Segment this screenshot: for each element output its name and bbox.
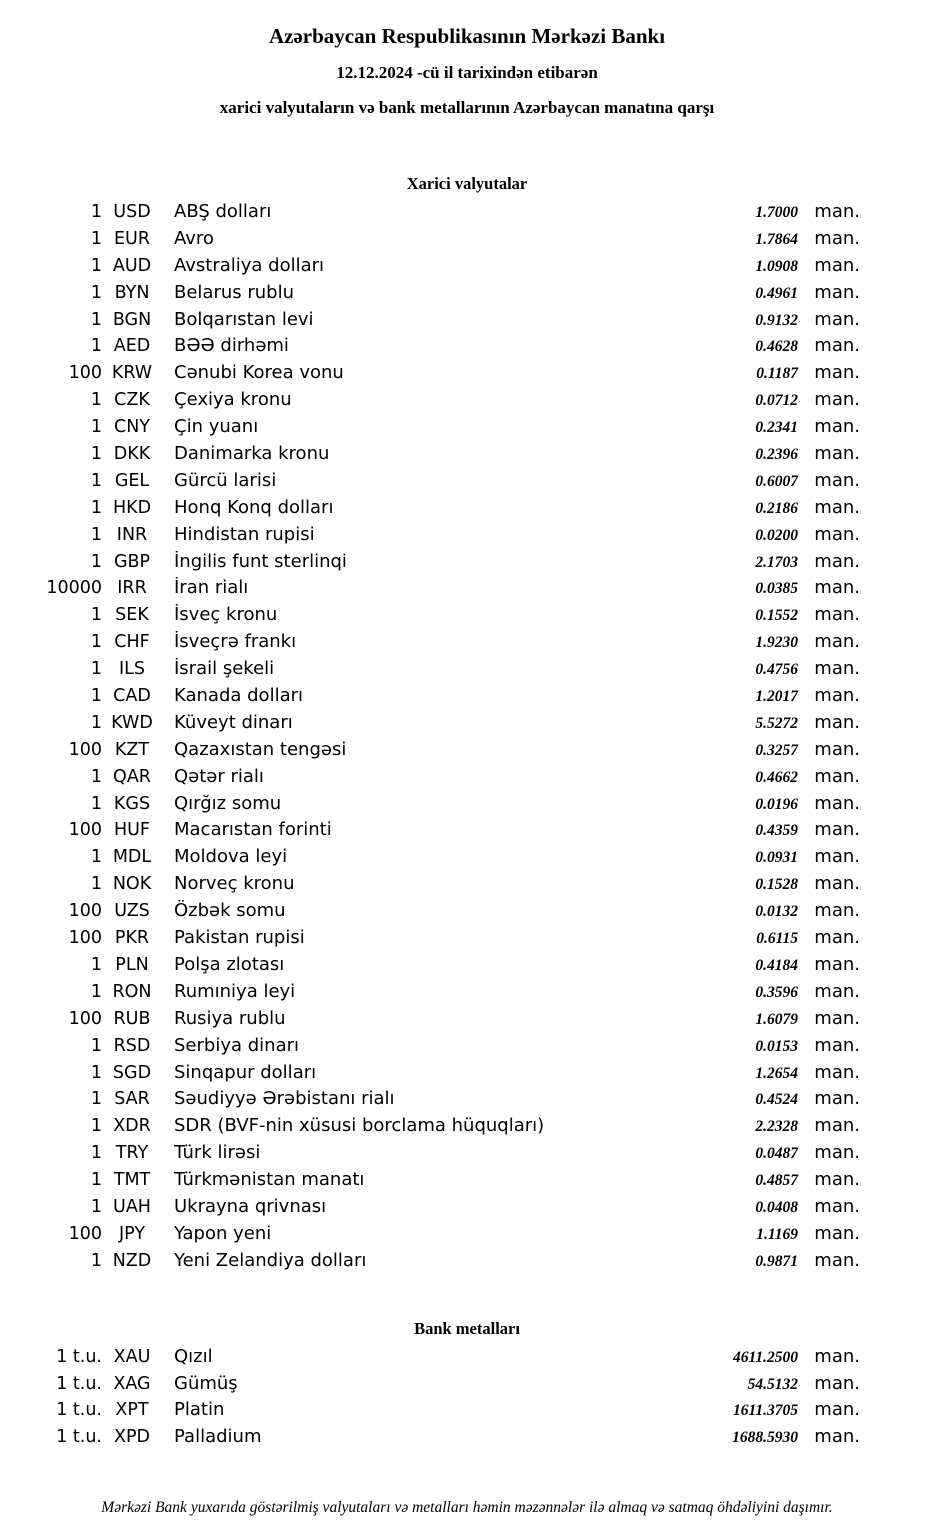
rate-row bbox=[40, 766, 860, 793]
rate-value: 0.3596 bbox=[755, 983, 798, 1001]
rate-value: 0.9871 bbox=[755, 1252, 798, 1270]
disclaimer-note: Mərkəzi Bank yuxarıda göstərilmiş valyutaları və metalları həmin məzənnələr ilə almaq və satmaq öhdəliyini daşımır. bbox=[101, 1499, 833, 1517]
currency-name: Qırğız somu bbox=[174, 792, 282, 814]
rate-unit-label: man. bbox=[814, 792, 860, 814]
rate-row bbox=[40, 201, 860, 228]
rate-row bbox=[40, 954, 860, 981]
rate-unit-label: man. bbox=[814, 469, 860, 491]
unit-quantity: 1 bbox=[90, 847, 102, 868]
currency-code: USD bbox=[113, 202, 151, 222]
currency-name: Rusiya rublu bbox=[174, 1007, 286, 1029]
currency-name: Hindistan rupisi bbox=[174, 523, 315, 545]
unit-quantity: 1 bbox=[90, 1089, 102, 1110]
rate-unit-label: man. bbox=[814, 254, 860, 276]
rate-value: 0.0132 bbox=[755, 903, 798, 921]
currency-code: QAR bbox=[113, 766, 151, 787]
rate-row bbox=[40, 389, 860, 416]
currency-name: Danimarka kronu bbox=[174, 443, 330, 465]
rate-value: 0.4662 bbox=[755, 768, 798, 786]
rate-unit-label: man. bbox=[814, 496, 860, 518]
rate-row bbox=[40, 793, 860, 820]
rate-row bbox=[40, 927, 860, 954]
rate-value: 0.0931 bbox=[755, 849, 798, 867]
rate-unit-label: man. bbox=[814, 362, 860, 384]
currency-name: Qazaxıstan tengəsi bbox=[174, 738, 347, 760]
unit-quantity: 1 bbox=[90, 255, 102, 276]
rate-unit-label: man. bbox=[814, 738, 860, 760]
unit-quantity: 1 t.u. bbox=[56, 1427, 102, 1448]
rate-value: 0.0196 bbox=[755, 795, 798, 813]
currency-code: RUB bbox=[113, 1008, 151, 1029]
unit-quantity: 1 bbox=[90, 1170, 102, 1191]
rate-value: 1688.5930 bbox=[732, 1429, 798, 1447]
unit-quantity: 1 bbox=[90, 1250, 102, 1271]
currency-code: UAH bbox=[113, 1196, 151, 1217]
rate-value: 1611.3705 bbox=[732, 1402, 798, 1420]
rate-value: 0.0487 bbox=[755, 1145, 798, 1163]
currency-code: DKK bbox=[113, 444, 151, 465]
rate-unit-label: man. bbox=[814, 1399, 860, 1421]
rate-value: 4611.2500 bbox=[732, 1348, 798, 1366]
rate-unit-label: man. bbox=[814, 416, 860, 438]
unit-quantity: 1 bbox=[90, 874, 102, 895]
currency-name: İsrail şekeli bbox=[174, 658, 275, 680]
unit-quantity: 1 bbox=[90, 1035, 102, 1056]
currency-name: BƏƏ dirhəmi bbox=[174, 335, 289, 357]
unit-quantity: 1 bbox=[90, 228, 102, 249]
currency-name: Moldova leyi bbox=[174, 846, 288, 868]
currency-code: AED bbox=[113, 336, 151, 357]
unit-quantity: 100 bbox=[68, 901, 102, 922]
currency-name: Cənubi Korea vonu bbox=[174, 362, 344, 384]
rate-row bbox=[40, 631, 860, 658]
rate-unit-label: man. bbox=[814, 953, 860, 975]
unit-quantity: 1 bbox=[90, 551, 102, 572]
currency-name: İngilis funt sterlinqi bbox=[174, 550, 347, 572]
rate-unit-label: man. bbox=[814, 308, 860, 330]
rate-unit-label: man. bbox=[814, 1088, 860, 1110]
currency-code: KWD bbox=[111, 712, 153, 733]
currency-name: Platin bbox=[174, 1399, 225, 1421]
rate-unit-label: man. bbox=[814, 604, 860, 626]
currency-name: Palladium bbox=[174, 1426, 262, 1448]
unit-quantity: 1 bbox=[90, 417, 102, 438]
unit-quantity: 1 bbox=[90, 524, 102, 545]
currency-name: Kanada dolları bbox=[174, 685, 304, 707]
rate-row bbox=[40, 1088, 860, 1115]
section-heading: Bank metalları bbox=[414, 1318, 520, 1338]
rate-unit-label: man. bbox=[814, 1142, 860, 1164]
rate-row bbox=[40, 1115, 860, 1142]
currency-code: PLN bbox=[115, 954, 149, 975]
currency-code: TRY bbox=[115, 1143, 149, 1164]
currency-name: Yeni Zelandiya dolları bbox=[174, 1249, 367, 1271]
rate-unit-label: man. bbox=[814, 1222, 860, 1244]
rate-row bbox=[40, 309, 860, 336]
rate-value: 0.4961 bbox=[755, 284, 798, 302]
currency-code: XPT bbox=[115, 1400, 149, 1421]
currency-name: Türk lirəsi bbox=[174, 1142, 261, 1164]
unit-quantity: 1 bbox=[90, 1143, 102, 1164]
unit-quantity: 1 bbox=[90, 497, 102, 518]
rates-table bbox=[40, 201, 860, 1277]
rate-unit-label: man. bbox=[814, 1115, 860, 1137]
rate-value: 0.2396 bbox=[755, 446, 798, 464]
unit-quantity: 100 bbox=[68, 1223, 102, 1244]
rate-unit-label: man. bbox=[814, 1426, 860, 1448]
rate-row bbox=[40, 1223, 860, 1250]
rate-row bbox=[40, 362, 860, 389]
rate-unit-label: man. bbox=[814, 1345, 860, 1367]
currency-code: HUF bbox=[113, 820, 151, 841]
rate-unit-label: man. bbox=[814, 1061, 860, 1083]
currency-code: KZT bbox=[114, 739, 150, 760]
rate-unit-label: man. bbox=[814, 685, 860, 707]
currency-name: Norveç kronu bbox=[174, 873, 295, 895]
currency-code: XAG bbox=[113, 1373, 151, 1394]
rate-row bbox=[40, 846, 860, 873]
rate-unit-label: man. bbox=[814, 1169, 860, 1191]
rate-value: 1.9230 bbox=[755, 634, 798, 652]
currency-code: IRR bbox=[117, 578, 147, 599]
rate-value: 0.0200 bbox=[755, 526, 798, 544]
currency-name: Türkmənistan manatı bbox=[174, 1169, 365, 1191]
rate-unit-label: man. bbox=[814, 846, 860, 868]
unit-quantity: 1 bbox=[90, 954, 102, 975]
unit-quantity: 10000 bbox=[46, 578, 102, 599]
rate-value: 5.5272 bbox=[755, 714, 798, 732]
rate-value: 0.1528 bbox=[755, 876, 798, 894]
unit-quantity: 1 t.u. bbox=[56, 1400, 102, 1421]
currency-code: KRW bbox=[111, 363, 153, 384]
currency-code: GBP bbox=[113, 551, 151, 572]
rate-row bbox=[40, 1008, 860, 1035]
rate-row bbox=[40, 335, 860, 362]
rate-unit-label: man. bbox=[814, 1372, 860, 1394]
currency-name: Gümüş bbox=[174, 1372, 238, 1394]
rate-unit-label: man. bbox=[814, 523, 860, 545]
rate-row bbox=[40, 1062, 860, 1089]
rate-row bbox=[40, 255, 860, 282]
rate-unit-label: man. bbox=[814, 389, 860, 411]
rate-unit-label: man. bbox=[814, 281, 860, 303]
rate-row bbox=[40, 1035, 860, 1062]
rate-row bbox=[40, 1373, 860, 1400]
rate-row bbox=[40, 1399, 860, 1426]
rate-row bbox=[40, 551, 860, 578]
rate-row bbox=[40, 1426, 860, 1453]
unit-quantity: 1 bbox=[90, 659, 102, 680]
rate-value: 0.4628 bbox=[755, 338, 798, 356]
currency-code: TMT bbox=[113, 1170, 151, 1191]
currency-code: UZS bbox=[114, 901, 150, 922]
currency-name: Sinqapur dolları bbox=[174, 1061, 317, 1083]
bank-title: Azərbaycan Respublikasının Mərkəzi Bankı bbox=[268, 24, 666, 48]
unit-quantity: 1 bbox=[90, 793, 102, 814]
rate-unit-label: man. bbox=[814, 711, 860, 733]
currency-code: MDL bbox=[112, 847, 152, 868]
currency-name: Çexiya kronu bbox=[174, 389, 292, 411]
currency-code: NOK bbox=[112, 874, 152, 895]
unit-quantity: 100 bbox=[68, 363, 102, 384]
rate-value: 1.1169 bbox=[756, 1225, 798, 1243]
currency-code: SEK bbox=[115, 605, 149, 626]
rate-unit-label: man. bbox=[814, 819, 860, 841]
rates-section bbox=[0, 174, 934, 1277]
rate-row bbox=[40, 712, 860, 739]
rate-value: 0.0153 bbox=[755, 1037, 798, 1055]
description-line: xarici valyutaların və bank metallarının Azərbaycan manatına qarşı bbox=[219, 98, 715, 117]
rate-row bbox=[40, 228, 860, 255]
rate-row bbox=[40, 1169, 860, 1196]
rate-row bbox=[40, 900, 860, 927]
unit-quantity: 1 bbox=[90, 1116, 102, 1137]
rate-value: 1.2017 bbox=[755, 688, 798, 706]
rate-row bbox=[40, 981, 860, 1008]
currency-code: RON bbox=[112, 981, 152, 1002]
unit-quantity: 1 bbox=[90, 282, 102, 303]
unit-quantity: 1 bbox=[90, 712, 102, 733]
currency-name: İsveç kronu bbox=[174, 604, 278, 626]
rate-unit-label: man. bbox=[814, 765, 860, 787]
rate-unit-label: man. bbox=[814, 227, 860, 249]
rate-value: 0.9132 bbox=[755, 311, 798, 329]
unit-quantity: 1 bbox=[90, 686, 102, 707]
currency-name: Ukrayna qrivnası bbox=[174, 1195, 327, 1217]
rate-value: 0.4359 bbox=[755, 822, 798, 840]
currency-name: Avro bbox=[174, 227, 214, 249]
unit-quantity: 1 bbox=[90, 1196, 102, 1217]
currency-name: Səudiyyə Ərəbistanı rialı bbox=[174, 1088, 395, 1110]
rate-unit-label: man. bbox=[814, 1195, 860, 1217]
currency-code: SGD bbox=[112, 1062, 152, 1083]
currency-name: Belarus rublu bbox=[174, 281, 295, 303]
currency-name: ABŞ dolları bbox=[174, 201, 272, 222]
unit-quantity: 1 bbox=[90, 632, 102, 653]
unit-quantity: 100 bbox=[68, 1008, 102, 1029]
currency-code: CHF bbox=[114, 632, 150, 653]
unit-quantity: 1 bbox=[90, 1062, 102, 1083]
rate-unit-label: man. bbox=[814, 550, 860, 572]
currency-name: İsveçrə frankı bbox=[174, 631, 297, 653]
currency-name: Rumıniya leyi bbox=[174, 980, 296, 1002]
currency-code: HKD bbox=[112, 497, 152, 518]
rate-unit-label: man. bbox=[814, 335, 860, 357]
unit-quantity: 100 bbox=[68, 820, 102, 841]
rate-value: 0.2186 bbox=[755, 499, 798, 517]
rate-value: 2.2328 bbox=[755, 1118, 798, 1136]
currency-name: Honq Konq dolları bbox=[174, 496, 334, 518]
unit-quantity: 1 bbox=[90, 336, 102, 357]
rate-row bbox=[40, 739, 860, 766]
currency-code: AUD bbox=[112, 255, 152, 276]
unit-quantity: 1 bbox=[90, 766, 102, 787]
currency-name: Yapon yeni bbox=[174, 1222, 272, 1244]
rate-unit-label: man. bbox=[814, 658, 860, 680]
currency-code: NZD bbox=[112, 1250, 152, 1271]
currency-code: PKR bbox=[114, 928, 150, 949]
rate-value: 0.2341 bbox=[755, 419, 798, 437]
rate-value: 0.6007 bbox=[755, 472, 798, 490]
unit-quantity: 1 bbox=[90, 444, 102, 465]
currency-name: Çin yuanı bbox=[174, 416, 259, 438]
rate-row bbox=[40, 524, 860, 551]
rate-row bbox=[40, 604, 860, 631]
rate-value: 0.4524 bbox=[755, 1091, 798, 1109]
rate-value: 1.0908 bbox=[755, 257, 798, 275]
rate-value: 2.1703 bbox=[755, 553, 798, 571]
effective-date-line: 12.12.2024 -cü il tarixindən etibarən bbox=[336, 63, 598, 82]
rate-row bbox=[40, 819, 860, 846]
rate-value: 0.4756 bbox=[755, 661, 798, 679]
rate-row bbox=[40, 497, 860, 524]
currency-name: Qızıl bbox=[174, 1345, 213, 1367]
currency-code: XPD bbox=[113, 1427, 151, 1448]
rate-unit-label: man. bbox=[814, 927, 860, 949]
rate-value: 0.1552 bbox=[755, 607, 798, 625]
rate-unit-label: man. bbox=[814, 443, 860, 465]
rate-value: 0.4857 bbox=[755, 1172, 798, 1190]
rate-row bbox=[40, 470, 860, 497]
currency-code: ILS bbox=[118, 659, 146, 680]
rate-unit-label: man. bbox=[814, 577, 860, 599]
rate-unit-label: man. bbox=[814, 980, 860, 1002]
rate-value: 0.0408 bbox=[755, 1198, 798, 1216]
unit-quantity: 1 bbox=[90, 390, 102, 411]
rates-table bbox=[40, 1346, 860, 1454]
rate-unit-label: man. bbox=[814, 1249, 860, 1271]
currency-name: Pakistan rupisi bbox=[174, 927, 305, 949]
rate-unit-label: man. bbox=[814, 631, 860, 653]
section-heading: Xarici valyutalar bbox=[406, 174, 528, 193]
rate-value: 0.0385 bbox=[755, 580, 798, 598]
rate-unit-label: man. bbox=[814, 201, 860, 222]
rate-value: 0.6115 bbox=[756, 930, 798, 948]
rate-unit-label: man. bbox=[814, 900, 860, 922]
currency-code: XDR bbox=[113, 1116, 151, 1137]
currency-code: INR bbox=[116, 524, 148, 545]
currency-name: Küveyt dinarı bbox=[174, 711, 293, 733]
rate-row bbox=[40, 577, 860, 604]
rate-row bbox=[40, 1196, 860, 1223]
currency-name: Gürcü larisi bbox=[174, 469, 277, 491]
rate-row bbox=[40, 685, 860, 712]
currency-code: XAU bbox=[113, 1346, 151, 1367]
currency-code: JPY bbox=[118, 1223, 146, 1244]
currency-name: SDR (BVF-nin xüsusi borclama hüquqları) bbox=[174, 1115, 545, 1137]
currency-name: Qətər rialı bbox=[174, 765, 264, 787]
rate-row bbox=[40, 658, 860, 685]
rate-value: 1.7000 bbox=[755, 204, 798, 221]
rate-value: 1.2654 bbox=[755, 1064, 798, 1082]
unit-quantity: 1 bbox=[90, 470, 102, 491]
currency-code: EUR bbox=[113, 228, 151, 249]
unit-quantity: 1 bbox=[90, 309, 102, 330]
currency-code: KGS bbox=[113, 793, 151, 814]
currency-code: SAR bbox=[114, 1089, 150, 1110]
unit-quantity: 100 bbox=[68, 739, 102, 760]
currency-code: BGN bbox=[112, 309, 152, 330]
currency-code: GEL bbox=[114, 470, 150, 491]
rate-unit-label: man. bbox=[814, 1034, 860, 1056]
currency-code: RSD bbox=[113, 1035, 151, 1056]
currency-name: Macarıstan forinti bbox=[174, 819, 332, 841]
currency-code: CAD bbox=[113, 686, 151, 707]
rate-value: 0.1187 bbox=[756, 365, 798, 383]
rate-row bbox=[40, 443, 860, 470]
rate-value: 0.3257 bbox=[755, 741, 798, 759]
rate-row bbox=[40, 416, 860, 443]
currency-name: İran rialı bbox=[174, 577, 249, 599]
currency-name: Serbiya dinarı bbox=[174, 1034, 299, 1056]
unit-quantity: 100 bbox=[68, 928, 102, 949]
rates-section bbox=[0, 1319, 934, 1454]
rate-value: 1.6079 bbox=[755, 1010, 798, 1028]
unit-quantity: 1 t.u. bbox=[56, 1346, 102, 1367]
currency-name: Bolqarıstan levi bbox=[174, 308, 314, 330]
unit-quantity: 1 t.u. bbox=[56, 1373, 102, 1394]
rate-row bbox=[40, 1250, 860, 1277]
rate-unit-label: man. bbox=[814, 1007, 860, 1029]
currency-name: Polşa zlotası bbox=[174, 953, 285, 975]
currency-name: Özbək somu bbox=[174, 900, 286, 922]
currency-name: Avstraliya dolları bbox=[174, 254, 325, 276]
rate-row bbox=[40, 1346, 860, 1373]
document-header bbox=[0, 24, 934, 118]
unit-quantity: 1 bbox=[90, 202, 102, 222]
rate-row bbox=[40, 873, 860, 900]
currency-code: CZK bbox=[114, 390, 150, 411]
rate-value: 54.5132 bbox=[747, 1375, 798, 1393]
rates-sections bbox=[0, 174, 934, 1453]
rate-value: 0.4184 bbox=[755, 956, 798, 974]
rate-value: 0.0712 bbox=[755, 392, 798, 410]
currency-code: CNY bbox=[114, 417, 150, 438]
rate-unit-label: man. bbox=[814, 873, 860, 895]
unit-quantity: 1 bbox=[90, 605, 102, 626]
currency-code: BYN bbox=[114, 282, 150, 303]
rate-row bbox=[40, 282, 860, 309]
unit-quantity: 1 bbox=[90, 981, 102, 1002]
rate-row bbox=[40, 1142, 860, 1169]
rate-value: 1.7864 bbox=[755, 230, 798, 248]
